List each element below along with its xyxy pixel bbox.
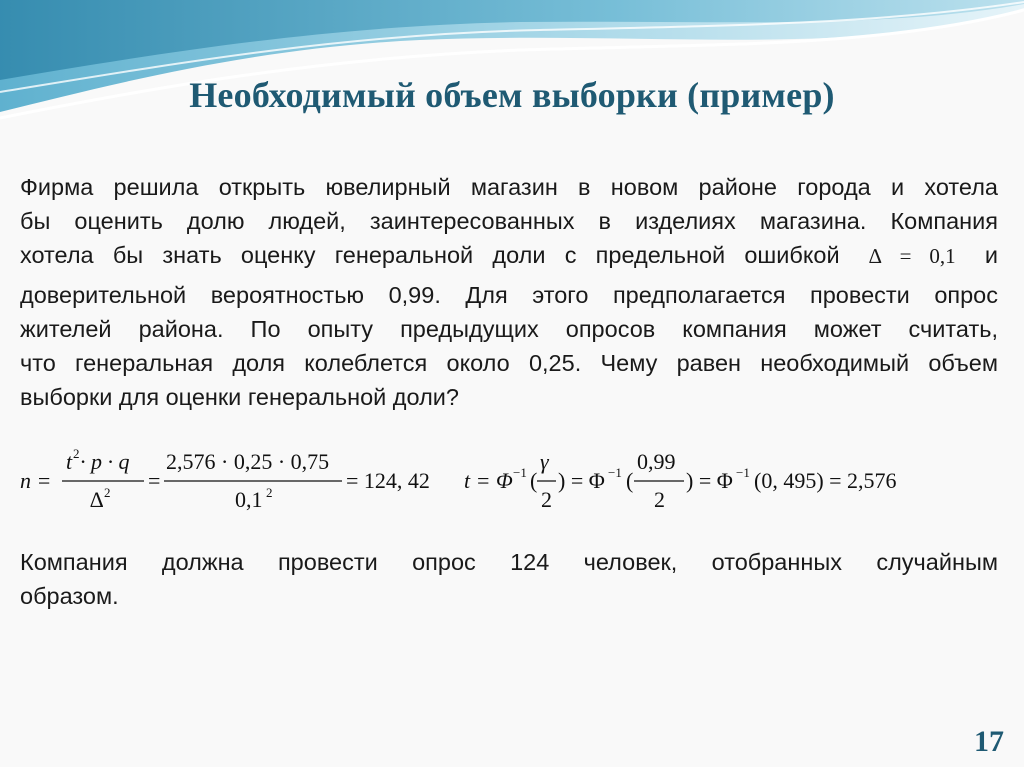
formula-n-result: = 124, 42 [346, 468, 430, 493]
formula-pq: · p · q [80, 449, 130, 474]
formula-paren: ( [626, 468, 634, 493]
paragraph-line-text: и [984, 242, 998, 268]
paragraph-line: Фирма решила открыть ювелирный магазин в новом районе города и хотела [20, 174, 998, 200]
paragraph-line: Компания должна провести опрос 124 человек, отобранных случайным [20, 549, 998, 575]
formula-calc-den: 0,1 [235, 487, 263, 512]
formula-delta: ∆ [90, 487, 104, 512]
formula-tail: (0, 495) = 2,576 [754, 468, 897, 493]
formula-inverse: −1 [608, 465, 622, 480]
page-title: Необходимый объем выборки (пример) [189, 75, 835, 115]
formula-frac-num: 0,99 [637, 449, 676, 474]
formula-calc-num: 2,576 · 0,25 · 0,75 [166, 449, 330, 474]
formula-t-lhs: t = Φ [464, 468, 513, 493]
paragraph-line: образом. [20, 583, 119, 609]
paragraph-line: доверительной вероятностью 0,99. Для этого предполагается провести опрос [20, 282, 998, 308]
paragraph-line-text: хотела бы знать оценку генеральной доли с предельной ошибкой [20, 242, 840, 268]
formula-t-exp: 2 [73, 446, 80, 461]
formula-frac-den: 2 [654, 487, 665, 512]
formula-paren: ( [530, 468, 538, 493]
formula-inverse: −1 [513, 465, 527, 480]
paragraph-line: выборки для оценки генеральной доли? [20, 384, 459, 410]
formula-t: t [66, 449, 73, 474]
error-margin-formula: ∆ = 0,1 [868, 244, 956, 268]
paragraph-line: что генеральная доля колеблется около 0,25. Чему равен необходимый объем [20, 350, 998, 376]
paragraph-line: жителей района. По опыту предыдущих опросов компания может считать, [20, 316, 998, 342]
formula-inverse: −1 [736, 465, 750, 480]
paragraph-line [20, 238, 998, 278]
formula-two: 2 [541, 487, 552, 512]
formula-delta-exp: 2 [104, 485, 111, 500]
formula-gamma: γ [540, 449, 549, 474]
problem-paragraph [20, 170, 998, 414]
answer-paragraph [20, 545, 998, 613]
sample-size-formula [20, 445, 980, 525]
page-number: 17 [974, 725, 1004, 758]
formula-close-eq: ) = Φ [686, 468, 733, 493]
formula-n-lhs: n = [20, 468, 52, 493]
paragraph-line: бы оценить долю людей, заинтересованных в изделиях магазина. Компания [20, 208, 998, 234]
formula-eq: = [148, 468, 161, 493]
formula-close-eq: ) = Φ [558, 468, 605, 493]
formula-calc-den-exp: 2 [266, 485, 273, 500]
